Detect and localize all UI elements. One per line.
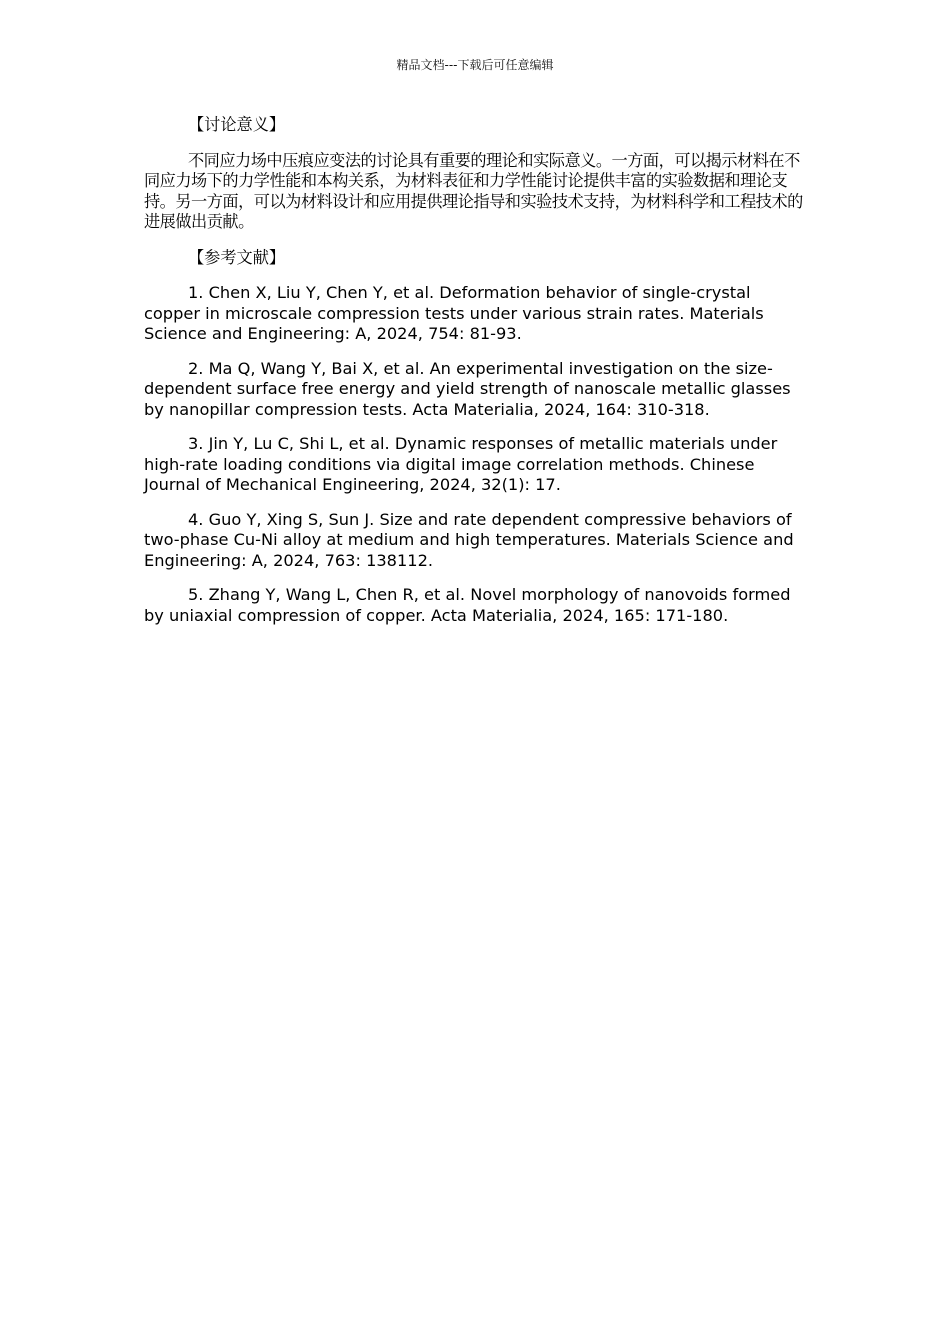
- document-body: [144, 115, 806, 640]
- page-header-note: 精品文档---下载后可任意编辑: [396, 58, 554, 72]
- reference-item-3: 3. Jin Y, Lu C, Shi L, et al. Dynamic responses of metallic materials under high-rate loading conditions via digital image correlation methods. Chinese Journal of Mechanical Engineering, 2024, 32(1): 17.: [144, 434, 778, 494]
- significance-heading: 【讨论意义】: [188, 115, 286, 134]
- significance-paragraph: 不同应力场中压痕应变法的讨论具有重要的理论和实际意义。一方面，可以揭示材料在不同应力场下的力学性能和本构关系，为材料表征和力学性能讨论提供丰富的实验数据和理论支持。另一方面，可以为材料设计和应用提供理论指导和实验技术支持，为材料科学和工程技术的进展做出贡献。: [144, 150, 803, 231]
- reference-item-5: 5. Zhang Y, Wang L, Chen R, et al. Novel morphology of nanovoids formed by uniaxial compression of copper. Acta Materialia, 2024, 165: 171-180.: [144, 585, 791, 625]
- reference-item-4: 4. Guo Y, Xing S, Sun J. Size and rate dependent compressive behaviors of two-phase Cu-Ni alloy at medium and high temperatures. Materials Science and Engineering: A, 2024, 763: 138112.: [144, 509, 794, 570]
- reference-item-2: 2. Ma Q, Wang Y, Bai X, et al. An experimental investigation on the size-dependent surface free energy and yield strength of nanoscale metallic glasses by nanopillar compression tests. Acta Materialia, 2024, 164: 310-318.: [144, 358, 791, 419]
- reference-item-1: 1. Chen X, Liu Y, Chen Y, et al. Deformation behavior of single-crystal copper in microscale compression tests under various strain rates. Materials Science and Engineering: A, 2024, 754: 81-93.: [144, 283, 764, 343]
- references-heading: 【参考文献】: [188, 247, 286, 267]
